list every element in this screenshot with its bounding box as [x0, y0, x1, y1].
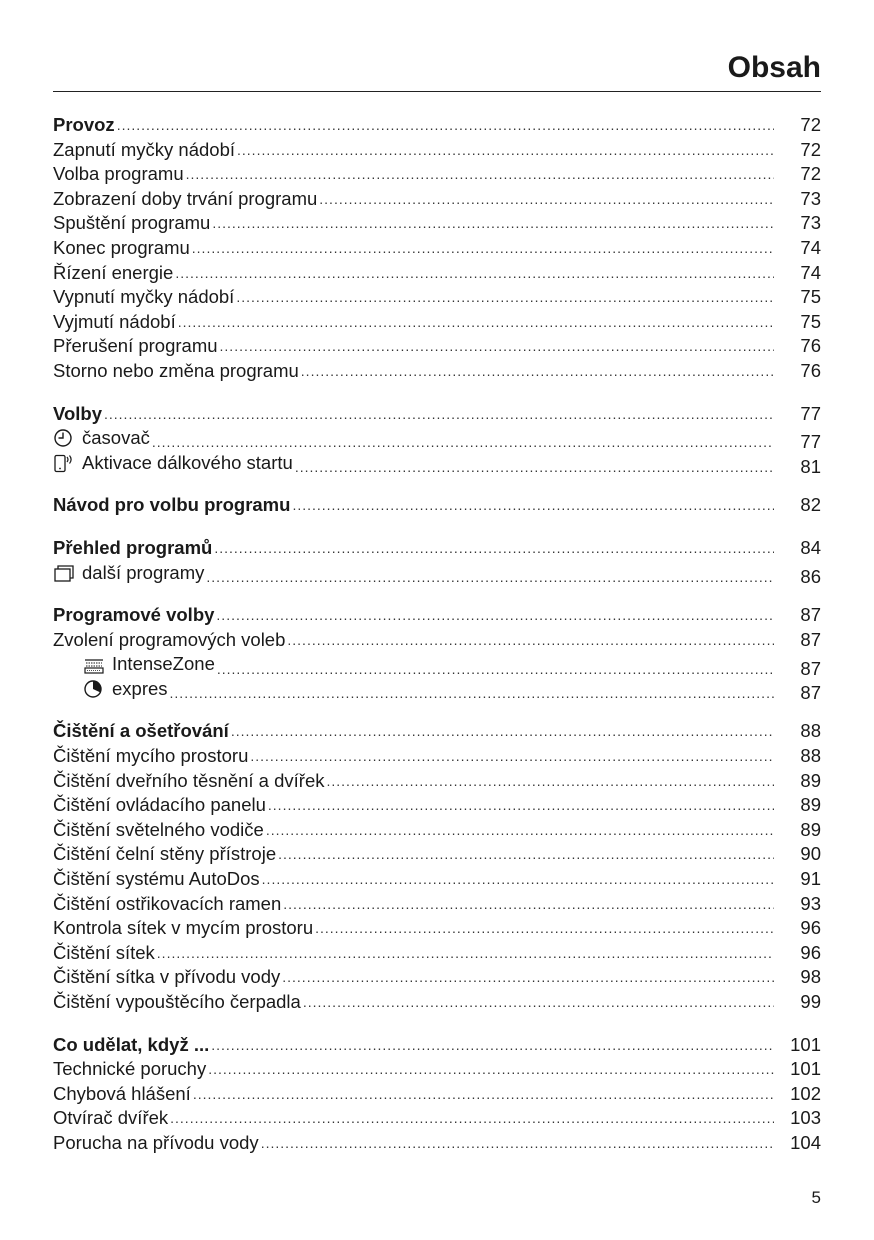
toc-entry[interactable] [53, 990, 821, 1015]
toc-entry-title [53, 892, 281, 917]
toc-dot-leader [250, 744, 774, 769]
toc-entry[interactable] [53, 1106, 821, 1131]
toc-entry[interactable] [53, 652, 821, 677]
toc-entry[interactable] [53, 941, 821, 966]
toc-entry-text: Konec programu [53, 236, 190, 258]
toc-entry[interactable] [53, 677, 821, 702]
toc-entry-title [53, 426, 150, 451]
toc-page-number: 72 [800, 114, 821, 135]
toc-entry[interactable] [53, 628, 821, 653]
toc-page-number: 74 [800, 236, 821, 258]
toc-entry[interactable] [53, 892, 821, 917]
toc-page-number: 101 [790, 1033, 821, 1055]
toc-dot-leader [193, 1082, 774, 1107]
toc-entry-title [53, 536, 212, 561]
toc-entry-text: časovač [82, 427, 150, 449]
toc-entry-text: Čištění vypouštěcího čerpadla [53, 991, 301, 1012]
toc-dot-leader [186, 162, 774, 187]
toc-entry-text: Zapnutí myčky nádobí [53, 138, 236, 160]
toc-entry-text: Kontrola sítek v mycím prostoru [53, 917, 314, 939]
toc-page-number: 74 [800, 261, 821, 283]
toc-entry-title [53, 359, 299, 384]
toc-section [53, 603, 821, 704]
toc-entry-title [53, 867, 260, 892]
toc-entry-text: Volby [53, 402, 102, 424]
toc-dot-leader [216, 603, 774, 628]
toc-section [53, 113, 821, 384]
toc-entry-title [53, 719, 229, 744]
toc-entry-text: Čištění světelného vodiče [53, 818, 264, 840]
toc-section [53, 493, 821, 518]
toc-dot-leader [315, 916, 774, 941]
toc-page-number: 77 [800, 402, 821, 424]
toc-dot-leader [208, 1057, 774, 1082]
toc-entry-title [53, 162, 184, 187]
toc-heading-entry[interactable] [53, 1033, 821, 1058]
toc-page-number: 101 [790, 1058, 821, 1080]
toc-dot-leader [287, 628, 774, 653]
toc-entry-title [53, 187, 317, 212]
toc-entry-text: Čištění a ošetřování [53, 720, 229, 742]
toc-entry[interactable] [53, 818, 821, 843]
toc-entry-title [53, 990, 301, 1015]
toc-entry-title [53, 603, 214, 628]
toc-dot-leader [170, 1106, 774, 1131]
toc-page-number: 75 [800, 310, 821, 332]
toc-entry-title [53, 916, 313, 941]
page-number: 5 [811, 1188, 821, 1207]
toc-page-number: 87 [800, 604, 821, 626]
toc-entry[interactable] [53, 744, 821, 769]
toc-dot-leader [214, 536, 774, 561]
toc-dot-leader [261, 1131, 774, 1156]
toc-section [53, 402, 821, 476]
toc-entry[interactable] [53, 965, 821, 990]
toc-dot-leader [220, 334, 774, 359]
toc-page-number: 103 [790, 1107, 821, 1129]
toc-entry-title [53, 310, 176, 335]
toc-heading-entry[interactable] [53, 113, 821, 138]
toc-entry-title [53, 818, 264, 843]
toc-entry[interactable] [53, 1131, 821, 1156]
toc-entry-text: Čištění sítek [53, 941, 155, 963]
toc-dot-leader [236, 285, 774, 310]
toc-entry-text: Programové volby [53, 604, 215, 626]
toc-dot-leader [152, 430, 774, 455]
toc-dot-leader [266, 818, 774, 843]
toc-entry-title [53, 138, 235, 163]
toc-entry-title [53, 402, 102, 427]
toc-dot-leader [301, 359, 774, 384]
toc-entry-text: Čištění ovládacího panelu [53, 794, 266, 816]
toc-page-number: 90 [800, 843, 821, 865]
toc-entry[interactable] [53, 359, 821, 384]
toc-entry-title [53, 1131, 259, 1156]
toc-entry-title [53, 334, 218, 359]
clock-icon [53, 428, 75, 448]
toc-dot-leader [278, 842, 774, 867]
toc-entry[interactable] [53, 1082, 821, 1107]
toc-entry[interactable] [53, 793, 821, 818]
toc-entry-text: Otvírač dvířek [53, 1107, 169, 1129]
toc-page-number: 86 [800, 565, 821, 587]
toc-entry-text: Řízení energie [53, 261, 174, 283]
toc-page-number: 89 [800, 818, 821, 840]
toc-page-number: 73 [800, 212, 821, 234]
toc-page-number: 84 [800, 536, 821, 558]
toc-entry-title [53, 493, 290, 518]
toc-entry-text: expres [112, 677, 168, 699]
toc-page-number: 77 [800, 431, 821, 453]
toc-entry-title [53, 1033, 209, 1058]
toc-page-number: 76 [800, 335, 821, 357]
toc-entry[interactable] [53, 769, 821, 794]
toc-entry-title [53, 628, 285, 653]
toc-section [53, 1033, 821, 1156]
toc-entry-text: Chybová hlášení [53, 1082, 191, 1104]
toc-entry-title [53, 211, 210, 236]
toc-entry-text: Čištění čelní stěny přístroje [53, 843, 277, 865]
toc-entry[interactable] [53, 211, 821, 236]
toc-entry-title [53, 965, 280, 990]
toc-section [53, 719, 821, 1014]
toc-entry-text: Čištění ostřikovacích ramen [53, 892, 282, 914]
toc-entry-title [53, 285, 234, 310]
toc-entry-text: IntenseZone [112, 653, 215, 675]
toc-entry-title [53, 793, 266, 818]
toc-page-number: 87 [800, 682, 821, 704]
toc-dot-leader [170, 681, 774, 706]
toc-entry-title [83, 677, 168, 702]
toc-entry[interactable] [53, 334, 821, 359]
toc-page-number: 96 [800, 917, 821, 939]
toc-entry-text: Technické poruchy [53, 1058, 207, 1080]
toc-dot-leader [178, 310, 774, 335]
toc-dot-leader [104, 402, 774, 427]
toc-entry-text: Zobrazení doby trvání programu [53, 187, 318, 209]
toc-dot-leader [212, 211, 774, 236]
toc-page-number: 81 [800, 456, 821, 478]
toc-page-number: 76 [800, 359, 821, 381]
toc-entry-text: Co udělat, když ... [53, 1033, 210, 1055]
toc-entry[interactable] [53, 867, 821, 892]
toc-page-number: 87 [800, 628, 821, 650]
toc-entry-text: Aktivace dálkového startu [82, 451, 293, 473]
table-of-contents [53, 113, 821, 1174]
toc-dot-leader [292, 493, 774, 518]
toc-entry[interactable] [53, 261, 821, 286]
toc-entry-text: Porucha na přívodu vody [53, 1131, 259, 1153]
toc-heading-entry[interactable] [53, 536, 821, 561]
toc-page-number: 72 [800, 138, 821, 160]
toc-page-number: 104 [790, 1131, 821, 1153]
toc-entry-title [53, 113, 115, 138]
page-title: Obsah [727, 51, 821, 84]
toc-entry-title [53, 1106, 168, 1131]
toc-page-number: 72 [800, 163, 821, 185]
toc-entry-text: Čištění mycího prostoru [53, 745, 249, 767]
toc-dot-leader [117, 113, 774, 138]
toc-dot-leader [237, 138, 774, 163]
toc-entry-text: Vypnutí myčky nádobí [53, 286, 235, 308]
toc-dot-leader [157, 941, 774, 966]
toc-entry-title [53, 842, 276, 867]
remote-start-icon [53, 453, 75, 473]
toc-entry-text: Přerušení programu [53, 335, 218, 357]
express-icon [83, 679, 105, 699]
toc-dot-leader [303, 990, 774, 1015]
toc-section [53, 536, 821, 585]
toc-entry[interactable] [53, 162, 821, 187]
toc-entry[interactable] [53, 285, 821, 310]
toc-entry-text: Spuštění programu [53, 212, 211, 234]
toc-entry[interactable] [53, 842, 821, 867]
more-programs-icon [53, 563, 75, 583]
toc-entry[interactable] [53, 426, 821, 451]
toc-page-number: 98 [800, 966, 821, 988]
title-divider [53, 91, 821, 92]
toc-entry-text: Vyjmutí nádobí [53, 310, 176, 332]
toc-dot-leader [295, 455, 774, 480]
toc-entry[interactable] [53, 1057, 821, 1082]
toc-dot-leader [175, 261, 774, 286]
toc-dot-leader [283, 892, 774, 917]
toc-page-number: 82 [800, 494, 821, 516]
toc-dot-leader [326, 769, 774, 794]
toc-page-number: 93 [800, 892, 821, 914]
toc-entry-text: Volba programu [53, 163, 184, 185]
toc-entry[interactable] [53, 561, 821, 586]
toc-page-number: 75 [800, 286, 821, 308]
toc-heading-entry[interactable] [53, 719, 821, 744]
toc-page-number: 88 [800, 720, 821, 742]
toc-page-number: 88 [800, 745, 821, 767]
toc-page-number: 89 [800, 769, 821, 791]
toc-entry-text: další programy [82, 561, 205, 583]
toc-entry-title [53, 769, 324, 794]
toc-entry-title [53, 941, 155, 966]
toc-entry[interactable] [53, 187, 821, 212]
toc-entry-title [83, 652, 215, 677]
intensezone-icon [83, 655, 105, 675]
toc-entry-title [53, 261, 173, 286]
toc-page-number: 89 [800, 794, 821, 816]
toc-entry[interactable] [53, 138, 821, 163]
toc-entry-title [53, 744, 248, 769]
toc-entry[interactable] [53, 916, 821, 941]
toc-entry[interactable] [53, 310, 821, 335]
toc-dot-leader [231, 719, 774, 744]
toc-entry-title [53, 236, 190, 261]
toc-entry-text: Čištění dveřního těsnění a dvířek [53, 769, 325, 791]
toc-dot-leader [217, 657, 774, 682]
toc-entry-title [53, 1057, 206, 1082]
toc-dot-leader [268, 793, 774, 818]
toc-heading-entry[interactable] [53, 603, 821, 628]
toc-entry-text: Čištění sítka v přívodu vody [53, 966, 281, 988]
toc-heading-entry[interactable] [53, 402, 821, 427]
toc-page-number: 73 [800, 187, 821, 209]
toc-page-number: 99 [800, 991, 821, 1012]
toc-dot-leader [211, 1033, 774, 1058]
toc-dot-leader [262, 867, 774, 892]
toc-entry-title [53, 1082, 191, 1107]
toc-dot-leader [192, 236, 774, 261]
toc-entry-text: Zvolení programových voleb [53, 628, 286, 650]
toc-entry-text: Provoz [53, 114, 115, 135]
toc-dot-leader [319, 187, 774, 212]
toc-page-number: 102 [790, 1082, 821, 1104]
toc-heading-entry[interactable] [53, 493, 821, 518]
toc-dot-leader [206, 565, 774, 590]
toc-entry-text: Čištění systému AutoDos [53, 868, 260, 890]
toc-page-number: 96 [800, 941, 821, 963]
toc-entry-text: Storno nebo změna programu [53, 359, 299, 381]
toc-page-number: 91 [800, 868, 821, 890]
toc-dot-leader [282, 965, 774, 990]
toc-page-number: 87 [800, 657, 821, 679]
toc-entry-title [53, 561, 204, 586]
toc-entry[interactable] [53, 236, 821, 261]
toc-entry-text: Přehled programů [53, 536, 213, 558]
toc-entry-text: Návod pro volbu programu [53, 494, 291, 516]
